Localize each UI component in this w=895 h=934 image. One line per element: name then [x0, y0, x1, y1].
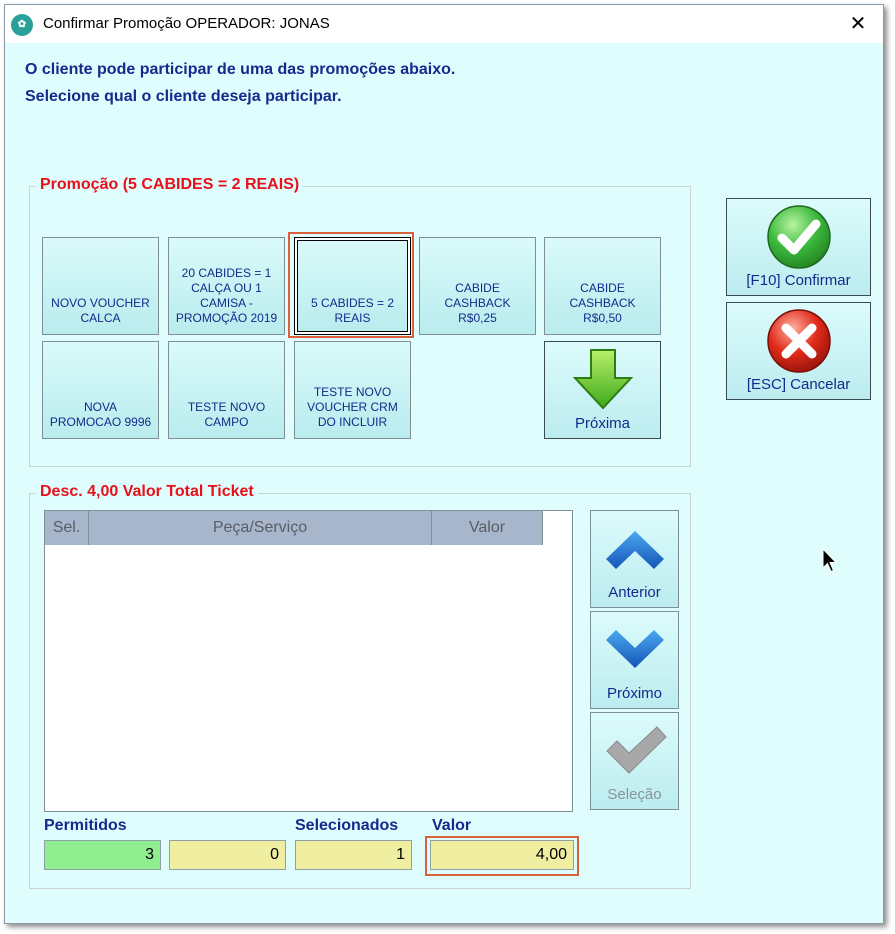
promo-tile-nova-promocao-9996[interactable]: NOVA PROMOCAO 9996 — [42, 341, 159, 439]
promo-tile-novo-voucher-calca[interactable]: NOVO VOUCHER CALCA — [42, 237, 159, 335]
promo-tile-teste-novo-campo[interactable]: TESTE NOVO CAMPO — [168, 341, 285, 439]
close-button[interactable] — [843, 9, 873, 39]
cancel-button[interactable] — [726, 302, 871, 400]
ticket-group-title: Desc. 4,00 Valor Total Ticket — [36, 483, 258, 501]
message-line-2: Selecione qual o cliente deseja participar. — [25, 88, 342, 105]
unnamed-count-field: 0 — [169, 840, 286, 870]
cancel-label: [ESC] Cancelar — [746, 376, 851, 393]
promo-tile-20-cabides[interactable]: 20 CABIDES = 1 CALÇA OU 1 CAMISA - PROMOÇÃO 2019 — [168, 237, 285, 335]
app-logo-icon: ✿ — [11, 14, 33, 36]
previous-button[interactable] — [590, 510, 679, 608]
promo-tile-cabide-cashback-050[interactable]: CABIDE CASHBACK R$0,50 — [544, 237, 661, 335]
next-button[interactable] — [590, 611, 679, 709]
x-icon — [766, 308, 832, 374]
previous-label: Anterior — [608, 584, 661, 601]
chevron-down-icon — [604, 628, 666, 672]
permitidos-label: Permitidos — [44, 817, 127, 834]
valor-label: Valor — [432, 817, 472, 834]
confirm-label: [F10] Confirmar — [746, 272, 851, 289]
chevron-up-icon — [604, 529, 666, 573]
confirm-button[interactable] — [726, 198, 871, 296]
mouse-pointer-icon — [822, 548, 838, 574]
selection-button[interactable] — [590, 712, 679, 810]
column-header-valor[interactable]: Valor — [432, 511, 543, 545]
next-page-button[interactable] — [544, 341, 661, 439]
promotion-dialog — [4, 4, 884, 924]
window-title: Confirmar Promoção OPERADOR: JONAS — [43, 15, 330, 32]
valor-field: 4,00 — [430, 840, 574, 870]
next-page-label: Próxima — [574, 415, 630, 432]
column-header-peca-servico[interactable]: Peça/Serviço — [89, 511, 432, 545]
message-line-1: O cliente pode participar de uma das promoções abaixo. — [25, 61, 456, 78]
ticket-items-grid[interactable] — [44, 510, 573, 812]
permitidos-field: 3 — [44, 840, 161, 870]
promotion-group-title: Promoção (5 CABIDES = 2 REAIS) — [36, 176, 303, 194]
promo-tile-teste-novo-voucher-crm[interactable]: TESTE NOVO VOUCHER CRM DO INCLUIR — [294, 341, 411, 439]
column-header-sel[interactable]: Sel. — [45, 511, 89, 545]
selecionados-field: 1 — [295, 840, 412, 870]
close-icon: ✕ — [849, 13, 867, 35]
selecionados-label: Selecionados — [295, 817, 399, 834]
promo-tile-5-cabides[interactable]: 5 CABIDES = 2 REAIS — [294, 237, 411, 335]
check-gray-icon — [603, 725, 669, 775]
selection-label: Seleção — [607, 786, 662, 803]
check-icon — [766, 204, 832, 270]
next-label: Próximo — [606, 685, 662, 702]
arrow-down-icon — [571, 348, 635, 410]
promo-tile-cabide-cashback-025[interactable]: CABIDE CASHBACK R$0,25 — [419, 237, 536, 335]
title-bar — [5, 5, 883, 43]
